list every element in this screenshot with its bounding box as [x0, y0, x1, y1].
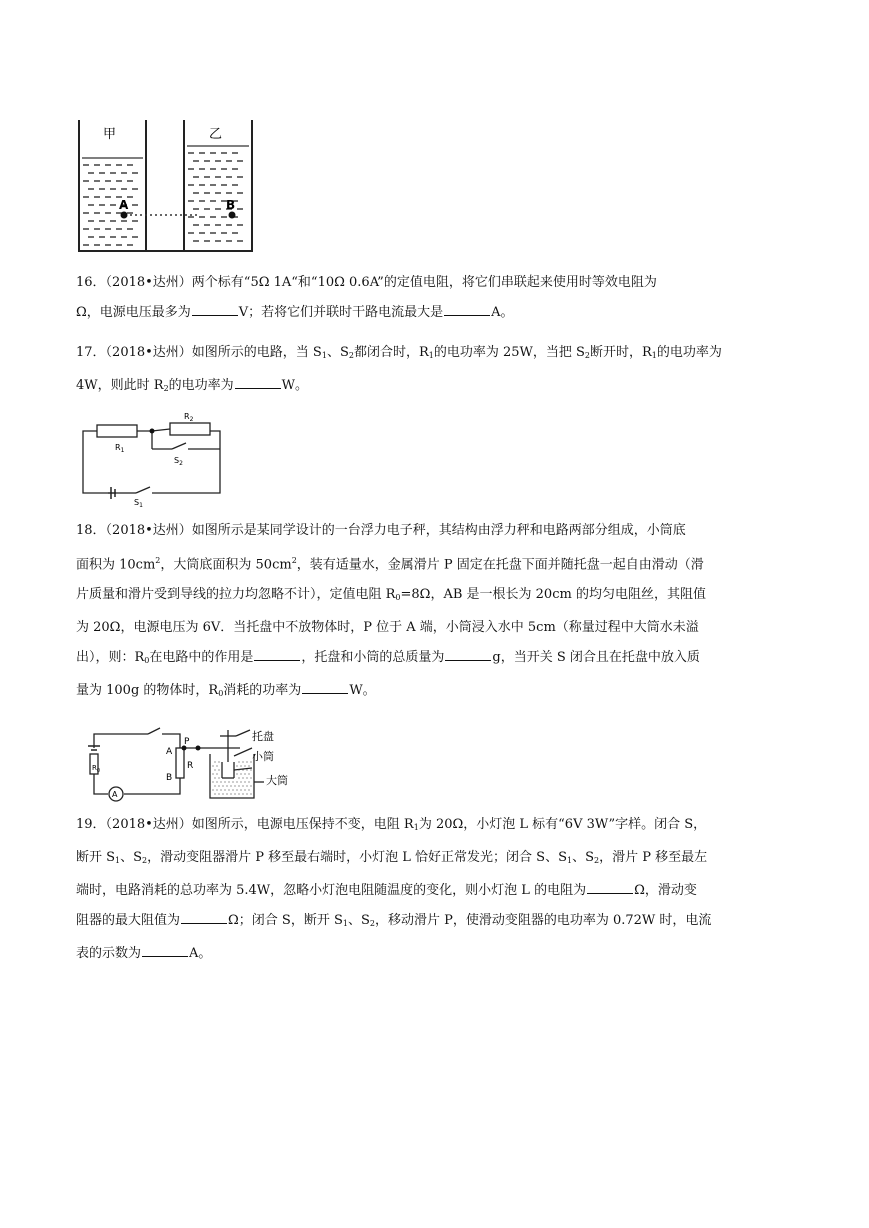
answer-blank[interactable]	[181, 910, 227, 924]
vessel-left-label: 甲	[103, 127, 117, 142]
svg-text:托盘: 托盘	[252, 730, 274, 743]
svg-text:A: A	[112, 790, 118, 799]
point-a-dot	[121, 212, 128, 219]
answer-blank[interactable]	[587, 880, 633, 894]
scale-circuit-figure-18	[80, 726, 310, 802]
answer-blank[interactable]	[235, 375, 281, 389]
svg-text:S2: $S_2$	[174, 456, 183, 467]
svg-text:P: P	[184, 737, 190, 747]
answer-blank[interactable]	[302, 680, 348, 694]
answer-blank[interactable]	[254, 647, 300, 661]
answer-blank[interactable]	[192, 302, 238, 316]
vessels-figure	[76, 118, 256, 254]
circuit-figure-17	[80, 405, 230, 509]
point-b-label: B	[226, 198, 236, 212]
question-16: 16．（2018•达州）两个标有“5Ω 1A“和“10Ω 0.6A”的定值电阻，将它们串联起来使用时等效电阻为 Ω，电源电压最多为 V；若将它们并联时干路电流最大是 A。	[76, 268, 792, 328]
svg-text:大筒: 大筒	[266, 774, 288, 787]
svg-text:小筒: 小筒	[252, 750, 274, 763]
question-17: 17．（2018•达州）如图所示的电路，当 $S_1$、$S_2$都闭合时，$R_1$的电功率为 25W，当把 $S_2$断开时，$R_1$的电功率为 4W，则此时 $R_2$的电功率为 W。	[76, 345, 722, 393]
answer-blank[interactable]	[142, 943, 188, 957]
vessel-right-label: 乙	[209, 127, 223, 142]
svg-text:R: R	[187, 761, 194, 771]
svg-text:S1: $S_1$	[134, 498, 143, 509]
answer-blank[interactable]	[445, 647, 491, 661]
q16-line1: 16．（2018•达州）两个标有“5Ω 1A“和“10Ω 0.6A”的定值电阻，将它们串联起来使用时等效电阻为	[76, 275, 657, 290]
point-b-dot	[229, 212, 236, 219]
question-18: 18．（2018•达州）如图所示是某同学设计的一台浮力电子秤，其结构由浮力秤和电路两部分组成，小筒底 面积为 $10cm^2$，大筒底面积为 $50cm^2$，装有适量水，金属滑片 P 固定在托盘下面并随托盘一起自由滑动（滑 片质量和滑片受到导线的拉力均忽略不计），定值电阻 $R_0=8\Omega$，AB 是一根长为 20cm 的均匀电阻丝，其阻值 为 20Ω，电源电压为 6V．当托盘中不放物体时，P 位于 A 端，小筒浸入水中 5cm（称量过程中大筒水未溢 出），则：$R_0$在电路中的作用是 ，托盘和小筒的总质量为 g，当开关 S 闭合且在托盘中放入质 量为 100g 的物体时，$R_0$消耗的功率为 W。	[76, 523, 706, 699]
question-19: 19．（2018•达州）如图所示，电源电压保持不变，电阻 $R_1$为 20Ω，小灯泡 L 标有“6V 3W”字样。闭合 S， 断开 $S_1$、$S_2$，滑动变阻器滑片 P 移至最右端时，小灯泡 L 恰好正常发光；闭合 S、$S_1$、$S_2$，滑片 P 移至最左 端时，电路消耗的总功率为 5.4W，忽略小灯泡电阻随温度的变化，则小灯泡 L 的电阻为 Ω，滑动变 阻器的最大阻值为 Ω；闭合 S，断开 $S_1$、$S_2$，移动滑片 P，使滑动变阻器的电功率为 0.72W 时，电流 表的示数为 A。	[76, 817, 712, 961]
svg-text:R2: $R_2$	[184, 412, 194, 423]
svg-text:R0: $R_0$	[92, 764, 101, 774]
svg-text:R1: $R_1$	[115, 443, 125, 454]
answer-blank[interactable]	[444, 302, 490, 316]
svg-text:B: B	[166, 773, 173, 783]
svg-text:A: A	[166, 747, 173, 757]
point-a-label: A	[119, 198, 129, 212]
